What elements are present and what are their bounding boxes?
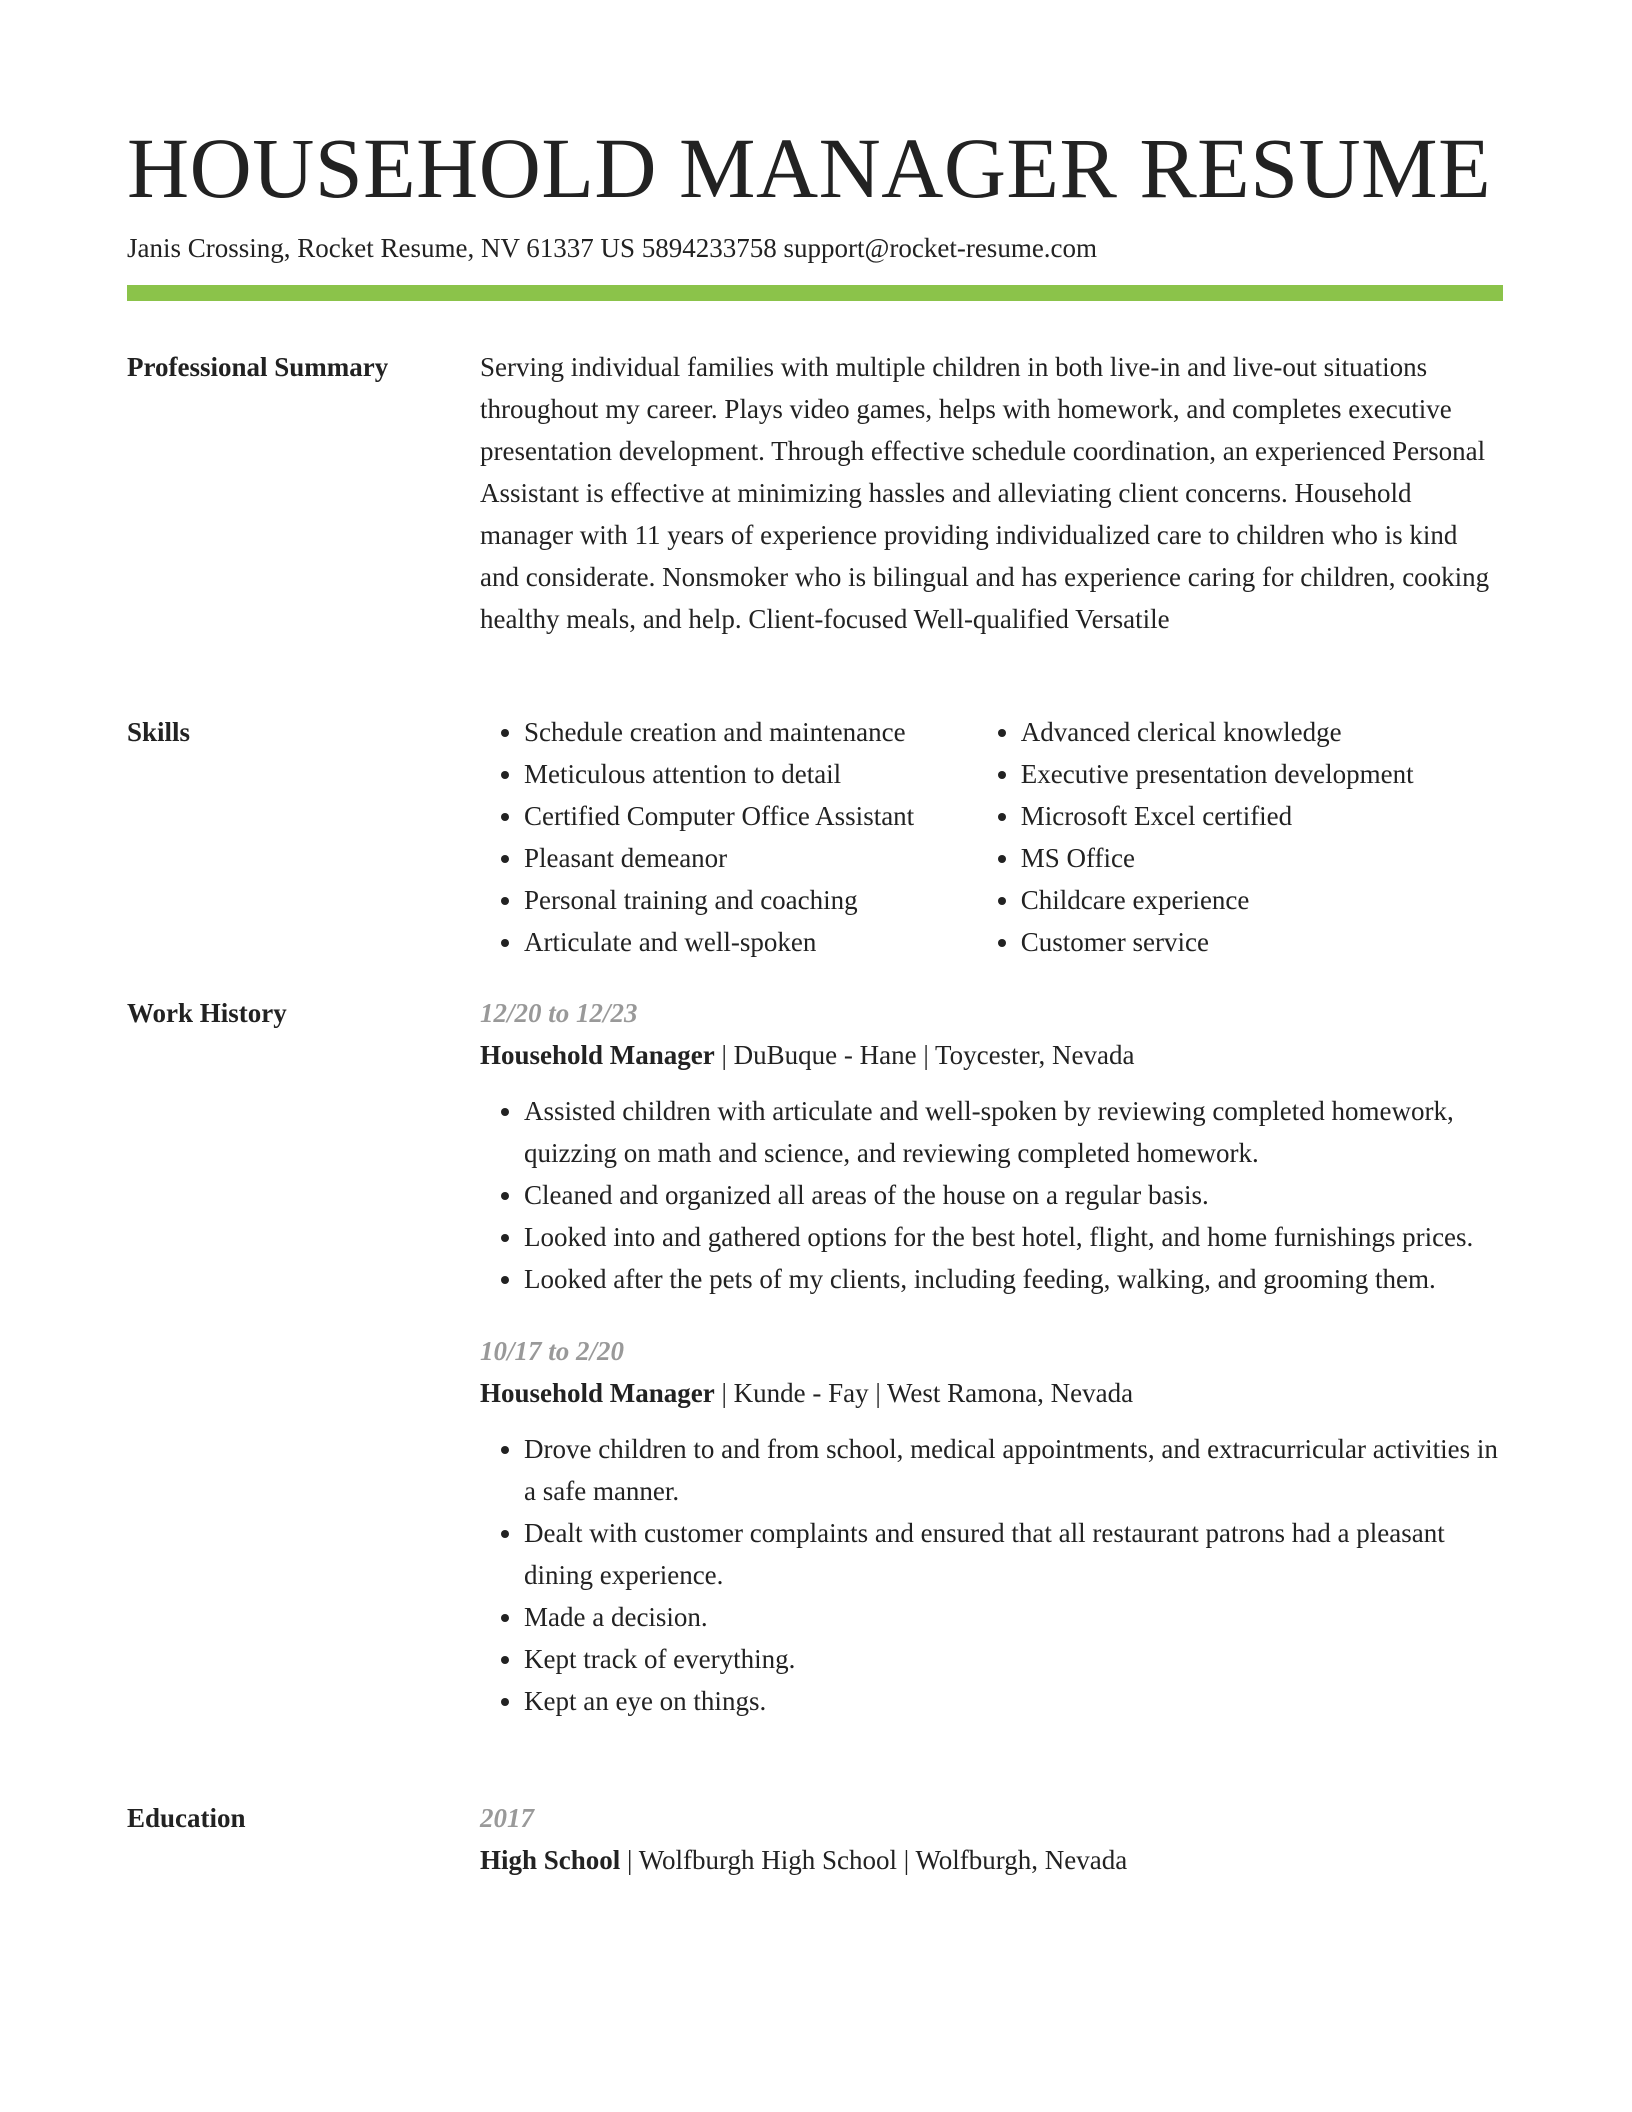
- education-details: | Wolfburgh High School | Wolfburgh, Nevada: [620, 1845, 1128, 1875]
- job-bullets: [480, 1090, 1510, 1300]
- job-title: Household Manager: [480, 1040, 715, 1070]
- education-degree: High School: [480, 1845, 621, 1875]
- skill-item: • Meticulous attention to detail: [524, 753, 957, 795]
- skills-list-left: [480, 711, 957, 963]
- work-body: [480, 992, 1510, 1722]
- job-details: | DuBuque - Hane | Toycester, Nevada: [714, 1040, 1135, 1070]
- job-heading: [480, 1372, 1510, 1414]
- skill-item: • Articulate and well-spoken: [524, 921, 957, 963]
- skills-list-right: [977, 711, 1510, 963]
- skill-item: • Certified Computer Office Assistant: [524, 795, 957, 837]
- skill-item: • Customer service: [1021, 921, 1510, 963]
- skill-item: • Pleasant demeanor: [524, 837, 957, 879]
- job-bullet: • Cleaned and organized all areas of the house on a regular basis.: [524, 1174, 1510, 1216]
- skill-item: • MS Office: [1021, 837, 1510, 879]
- job-bullet: • Looked after the pets of my clients, including feeding, walking, and grooming them.: [524, 1258, 1510, 1300]
- skill-item: • Childcare experience: [1021, 879, 1510, 921]
- job-title: Household Manager: [480, 1378, 715, 1408]
- job-details: | Kunde - Fay | West Ramona, Nevada: [714, 1378, 1134, 1408]
- skill-item: • Advanced clerical knowledge: [1021, 711, 1510, 753]
- job-bullet: • Looked into and gathered options for the best hotel, flight, and home furnishings prices.: [524, 1216, 1510, 1258]
- job-dates: 12/20 to 12/23: [480, 998, 638, 1028]
- summary-text: Serving individual families with multiple children in both live-in and live-out situations throughout my career. Plays video games, helps with homework, and completes executive presentation development. Through effective schedule coordination, an experienced Personal Assistant is effective at minimizing hassles and alleviating client concerns. Household manager with 11 years of experience providing individualized care to children who is kind and considerate. Nonsmoker who is bilingual and has experience caring for children, cooking healthy meals, and help. Client-focused Well-qualified Versatile: [480, 352, 1490, 634]
- resume-title: HOUSEHOLD MANAGER RESUME: [127, 120, 1492, 216]
- job-bullet: • Dealt with customer complaints and ensured that all restaurant patrons had a pleasant dining experience.: [524, 1512, 1510, 1596]
- job-bullet: • Assisted children with articulate and well-spoken by reviewing completed homework, quizzing on math and science, and reviewing completed homework.: [524, 1090, 1510, 1174]
- job-bullet: • Drove children to and from school, medical appointments, and extracurricular activities in a safe manner.: [524, 1428, 1510, 1512]
- education-heading: [480, 1839, 1510, 1881]
- work-label: Work History: [127, 998, 287, 1028]
- job-bullets: [480, 1428, 1510, 1722]
- contact-address: Janis Crossing, Rocket Resume, NV 61337 US: [127, 233, 636, 263]
- job-entry: [480, 992, 1510, 1300]
- contact-line: [127, 230, 1097, 266]
- education-year: 2017: [480, 1803, 534, 1833]
- education-label: Education: [127, 1803, 246, 1833]
- job-bullet: • Made a decision.: [524, 1596, 1510, 1638]
- job-heading: [480, 1034, 1510, 1076]
- summary-body: [480, 346, 1503, 640]
- skills-body: [480, 711, 1510, 963]
- skills-label: Skills: [127, 717, 191, 747]
- contact-phone: 5894233758: [641, 233, 777, 263]
- skill-item: • Schedule creation and maintenance: [524, 711, 957, 753]
- summary-label: Professional Summary: [127, 352, 389, 382]
- contact-email: support@rocket-resume.com: [783, 233, 1098, 263]
- job-entry: [480, 1330, 1510, 1722]
- education-body: [480, 1797, 1510, 1881]
- skill-item: • Personal training and coaching: [524, 879, 957, 921]
- job-bullet: • Kept track of everything.: [524, 1638, 1510, 1680]
- skill-item: • Microsoft Excel certified: [1021, 795, 1510, 837]
- job-dates: 10/17 to 2/20: [480, 1336, 625, 1366]
- accent-divider: [127, 285, 1503, 301]
- skill-item: • Executive presentation development: [1021, 753, 1510, 795]
- job-bullet: • Kept an eye on things.: [524, 1680, 1510, 1722]
